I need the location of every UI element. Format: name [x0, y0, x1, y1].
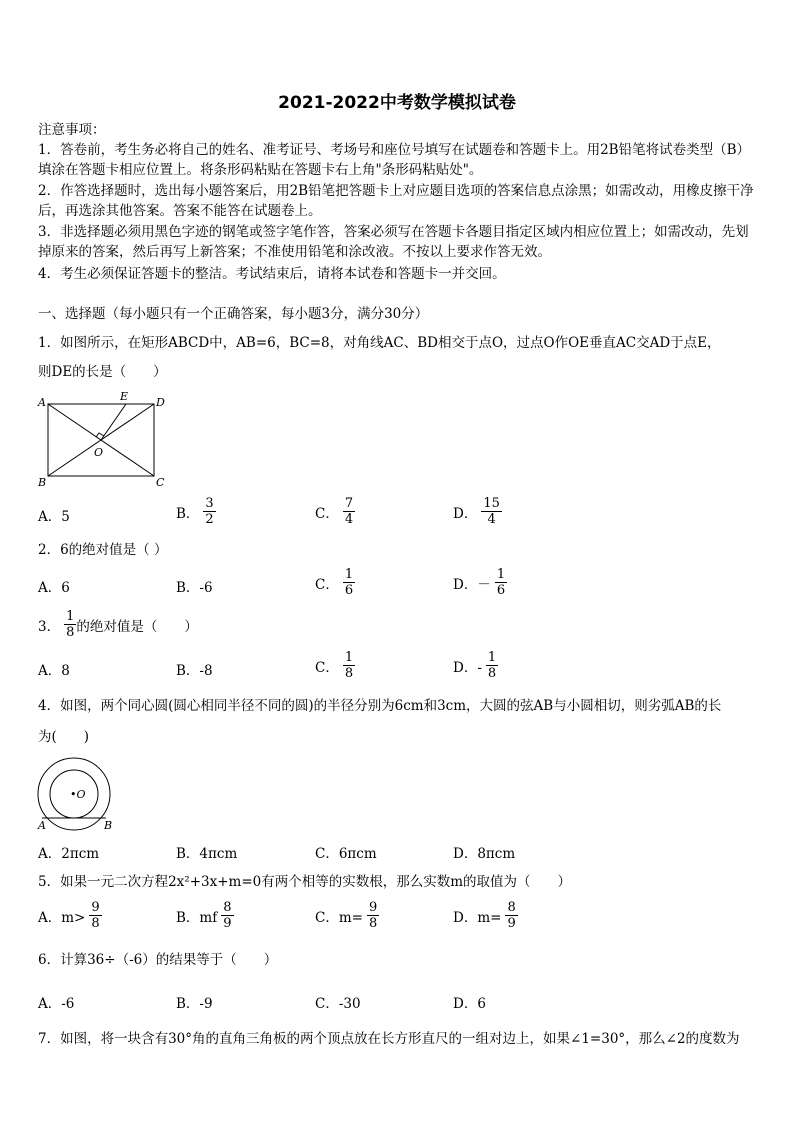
q6-option-d-label: D．6: [453, 996, 486, 1012]
q5-text: 5．如果一元二次方程2x²+3x+m=0有两个相等的实数根，那么实数m的取值为（ ）: [38, 874, 572, 890]
q3-option-c-fraction: [343, 650, 355, 681]
q2-option-d-num: 1: [496, 567, 506, 582]
q2-option-d-den: 6: [496, 583, 506, 598]
q5-option-b-den: 9: [223, 916, 232, 931]
q1-option-b-num: 3: [205, 496, 214, 511]
q4-text-line2: 为( ): [38, 729, 90, 745]
q3-option-d-num: 1: [487, 650, 497, 665]
segment-oe: [101, 404, 126, 440]
right-angle-mark: [96, 433, 104, 437]
q5-option-b-num: 8: [223, 900, 232, 915]
q4-option-c[interactable]: [315, 842, 377, 862]
q6-option-c[interactable]: [315, 992, 361, 1012]
q4-option-d[interactable]: [453, 842, 515, 862]
q3-text: [38, 609, 198, 640]
q5-option-a-fraction: [89, 900, 101, 931]
q3-option-d-fraction: [486, 650, 498, 681]
label-center-o: •O: [70, 788, 86, 801]
q2-option-c-num: 1: [344, 567, 354, 582]
q3-option-b-label: B．-8: [176, 663, 213, 679]
q5-option-d-label: D．m=: [453, 909, 502, 926]
q5-option-d-fraction: [505, 900, 517, 931]
q1-option-a[interactable]: [38, 505, 70, 525]
q5-option-c-label: C．m=: [315, 909, 363, 926]
notice-item-4: 4．考生必须保证答题卡的整洁。考试结束后，请将本试卷和答题卡一并交回。: [38, 266, 506, 282]
q2-option-a-label: A．6: [38, 580, 70, 596]
q4-option-b-label: B．4πcm: [176, 846, 238, 862]
q5-option-c-num: 9: [368, 900, 378, 915]
q3-number: 3．: [38, 618, 61, 635]
label-o: O: [94, 446, 104, 459]
q1-option-a-label: A．5: [38, 509, 70, 525]
q5-option-d[interactable]: [453, 900, 518, 931]
q5-option-c[interactable]: [315, 900, 379, 931]
q2-option-b-label: B．-6: [176, 580, 213, 596]
notice-item-3: 3．非选择题必须用黑色字迹的钢笔或签字笔作答，答案必须写在答题卡各题目指定区域内相应位置上；如需改动，先划掉原来的答案，然后再写上新答案；不准使用铅笔和涂改液。不按以上要求作答无效。: [38, 224, 749, 260]
q1-option-c-label: C．: [315, 505, 339, 522]
q5-option-c-fraction: [367, 900, 379, 931]
q5-option-a-num: 9: [91, 900, 100, 915]
q3-option-a-label: A．8: [38, 663, 70, 679]
q1-option-c-den: 4: [344, 512, 354, 527]
q2-option-d-fraction: [495, 567, 507, 598]
label-a: A: [38, 396, 46, 409]
q5-option-d-den: 9: [507, 916, 516, 931]
q5-option-a[interactable]: [38, 900, 102, 931]
exam-title: 2021-2022中考数学模拟试卷: [278, 93, 516, 113]
q4-option-c-label: C．6πcm: [315, 846, 377, 862]
q1-option-c-num: 7: [344, 496, 354, 511]
section-heading: 一、选择题（每小题只有一个正确答案，每小题3分，满分30分）: [38, 306, 429, 322]
q1-option-b-label: B．: [176, 505, 200, 522]
q6-option-d[interactable]: [453, 992, 486, 1012]
q3-option-a[interactable]: [38, 659, 70, 679]
q6-option-a-label: A．-6: [38, 996, 75, 1012]
q4-text-line1: 4．如图，两个同心圆(圆心相同半径不同的圆)的半径分别为6cm和3cm，大圆的弦AB与小圆相切，则劣弧AB的长: [38, 698, 722, 714]
q5-option-b-fraction: [221, 900, 233, 931]
q1-option-b[interactable]: [176, 496, 216, 527]
q1-option-d-num: 15: [483, 496, 500, 511]
q1-option-c-fraction: [343, 496, 355, 527]
q1-rectangle-figure: [36, 392, 172, 492]
q3-option-c-num: 1: [344, 650, 354, 665]
q2-option-c[interactable]: [315, 567, 355, 598]
q3-option-c-den: 8: [344, 666, 354, 681]
q1-option-d-den: 4: [487, 512, 496, 527]
q2-option-c-fraction: [343, 567, 355, 598]
label-a: A: [38, 819, 46, 832]
label-e: E: [120, 392, 129, 403]
notice-item-1: 1．答卷前，考生务必将自己的姓名、准考证号、考场号和座位号填写在试题卷和答题卡上。用2B铅笔将试卷类型（B）填涂在答题卡相应位置上。将条形码粘贴在答题卡右上角"条形码粘贴处"。: [38, 142, 751, 178]
q3-option-d-den: 8: [487, 666, 497, 681]
q3-option-c[interactable]: [315, 650, 355, 681]
q1-option-b-fraction: [203, 496, 215, 527]
q2-option-a[interactable]: [38, 576, 70, 596]
q6-option-a[interactable]: [38, 992, 74, 1012]
q4-option-d-label: D．8πcm: [453, 846, 516, 862]
q5-option-d-num: 8: [507, 900, 516, 915]
q1-text-line2: 则DE的长是（ ）: [38, 364, 167, 380]
notice-heading: 注意事项：: [38, 122, 106, 138]
q3-option-b[interactable]: [176, 659, 213, 679]
q2-option-d-label: D．－: [453, 576, 491, 593]
q1-option-d[interactable]: [453, 496, 502, 527]
q4-option-a[interactable]: [38, 842, 99, 862]
q4-option-a-label: A．2πcm: [38, 846, 100, 862]
q1-option-b-den: 2: [205, 512, 214, 527]
q6-option-b-label: B．-9: [176, 996, 213, 1012]
label-d: D: [156, 396, 165, 409]
q2-option-c-den: 6: [344, 583, 354, 598]
q2-option-d[interactable]: [453, 567, 507, 598]
q2-option-c-label: C．: [315, 576, 339, 593]
q3-option-d-label: D．-: [453, 659, 482, 676]
q3-option-c-label: C．: [315, 659, 339, 676]
q3-frac-num: 1: [66, 609, 75, 624]
q3-text-rest: 的绝对值是（ ）: [76, 618, 198, 635]
q5-option-a-den: 8: [91, 916, 100, 931]
q7-text: 7．如图，将一块含有30°角的直角三角板的两个顶点放在长方形直尺的一组对边上，如果∠1=30°，那么∠2的度数为: [38, 1031, 740, 1047]
label-b: B: [104, 819, 113, 832]
q4-option-b[interactable]: [176, 842, 237, 862]
q3-fraction: [64, 609, 76, 640]
q1-text-line1: 1．如图所示，在矩形ABCD中，AB=6，BC=8，对角线AC、BD相交于点O，过点O作OE垂直AC交AD于点E，: [38, 335, 721, 351]
q3-option-d[interactable]: [453, 650, 498, 681]
label-b: B: [38, 476, 47, 489]
q2-text: 2．6的绝对值是（ ）: [38, 542, 168, 558]
q6-option-b[interactable]: [176, 992, 213, 1012]
q1-option-d-label: D．: [453, 505, 478, 522]
q3-frac-den: 8: [66, 625, 75, 640]
q5-option-a-label: A．m>: [38, 909, 86, 926]
notice-item-2: 2．作答选择题时，选出每小题答案后，用2B铅笔把答题卡上对应题目选项的答案信息点涂黑；如需改动，用橡皮擦干净后，再选涂其他答案。答案不能答在试题卷上。: [38, 183, 754, 219]
q4-concentric-circles-figure: [34, 756, 120, 832]
q6-option-c-label: C．-30: [315, 996, 361, 1012]
q2-option-b[interactable]: [176, 576, 213, 596]
q1-option-d-fraction: [481, 496, 502, 527]
q5-option-c-den: 8: [368, 916, 378, 931]
q5-option-b[interactable]: [176, 900, 234, 931]
label-c: C: [156, 476, 165, 489]
q1-option-c[interactable]: [315, 496, 355, 527]
q6-text: 6．计算36÷（-6）的结果等于（ ）: [38, 952, 278, 968]
q5-option-b-label: B．mf: [176, 909, 218, 926]
